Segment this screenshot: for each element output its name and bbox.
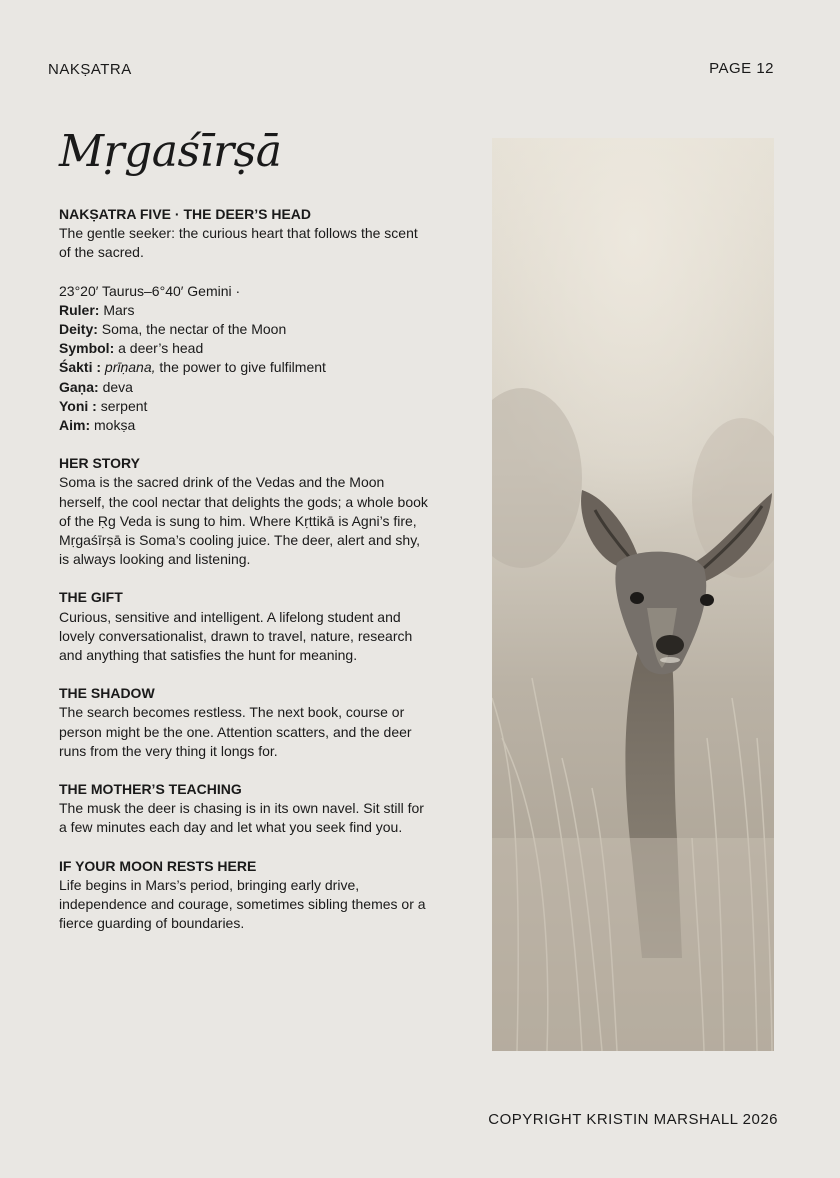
intro-heading: NAKṢATRA FIVE · THE DEER’S HEAD [59, 206, 312, 222]
shadow-text: The search becomes restless. The next book, course or person might be the one. Attention scatters, and the deer runs from the very thing it longs for. [59, 704, 412, 759]
gana-value: deva [102, 378, 133, 395]
moon-heading: IF YOUR MOON RESTS HERE [59, 857, 257, 874]
yoni-label: Yoni : [59, 397, 97, 414]
yoni-value: serpent [100, 397, 148, 414]
intro-text: The gentle seeker: the curious heart that follows the scent of the sacred. [59, 225, 418, 261]
running-header: NAKṢATRA [48, 61, 132, 78]
aim-label: Aim: [59, 417, 91, 434]
deity-label: Deity: [59, 321, 98, 338]
teaching-heading: THE MOTHER’S TEACHING [59, 781, 242, 798]
page-number: PAGE 12 [709, 60, 774, 77]
gana-label: Gaṇa: [59, 378, 99, 395]
symbol-value: a deer’s head [118, 340, 204, 357]
shadow-heading: THE SHADOW [59, 685, 155, 702]
aim-value: mokṣa [94, 417, 136, 434]
sakti-label: Śakti : [59, 359, 102, 376]
teaching-section [59, 780, 429, 838]
story-heading: HER STORY [59, 455, 140, 472]
moon-text: Life begins in Mars’s period, bringing early drive, independence and courage, sometimes sibling themes or a fierce guarding of boundaries. [59, 876, 426, 932]
sakti-value: the power to give fulfilment [159, 359, 326, 376]
intro-block [59, 205, 429, 263]
copyright-footer: COPYRIGHT KRISTIN MARSHALL 2026 [488, 1111, 778, 1128]
deity-value: Soma, the nectar of the Moon [101, 321, 287, 338]
text-column [59, 205, 429, 934]
gift-heading: THE GIFT [59, 589, 123, 606]
symbol-label: Symbol: [59, 340, 115, 357]
story-section [59, 454, 429, 569]
deer-photo [492, 138, 774, 1051]
moon-section [59, 857, 429, 934]
facts-block [59, 282, 429, 436]
position-text: 23°20′ Taurus–6°40′ Gemini · [59, 282, 241, 299]
gift-section [59, 588, 429, 665]
sakti-term: prīṇana, [104, 359, 156, 376]
story-text: Soma is the sacred drink of the Vedas and the Moon herself, the cool nectar that delights the gods; a whole book of the Ṛg Veda is sung to him. Where Kṛttikā is Agni’s fire, Mṛgaśīrṣā is Soma’s cooling juice. The deer, alert and shy, is always looking and listening. [59, 474, 428, 568]
gift-text: Curious, sensitive and intelligent. A lifelong student and lovely conversationalist, drawn to travel, nature, research and anything that satisfies the hunt for meaning. [59, 608, 413, 664]
shadow-section [59, 684, 429, 761]
page-title: Mṛgaśīrṣā [59, 126, 282, 177]
ruler-value: Mars [103, 301, 135, 318]
ruler-label: Ruler: [59, 301, 100, 318]
teaching-text: The musk the deer is chasing is in its own navel. Sit still for a few minutes each day and let what you seek find you. [59, 800, 424, 836]
